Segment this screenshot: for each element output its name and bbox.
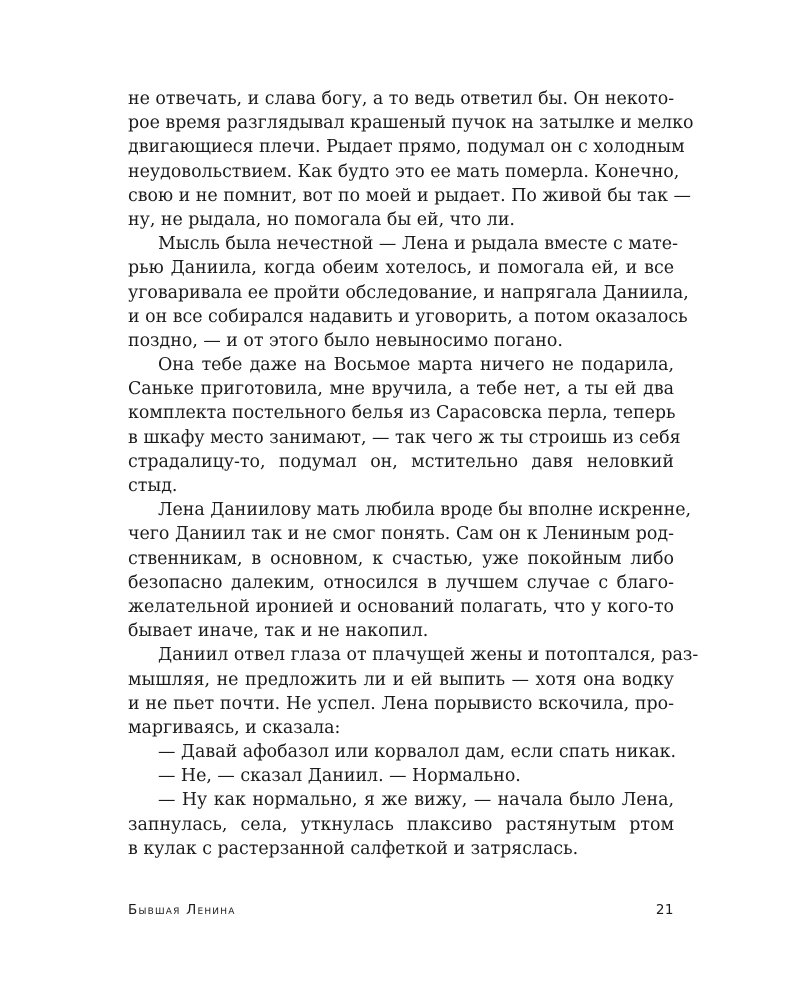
text-line: в кулак с растерзанной салфеткой и затряслась.	[128, 838, 579, 859]
text-line: рью Даниила, когда обеим хотелось, и помогала ей, и все	[128, 258, 674, 279]
text-line: рое время разглядывал крашеный пучок на затылке и мелко	[128, 113, 694, 134]
body-text	[128, 87, 699, 861]
running-title: Бывшая Ленина	[128, 902, 236, 918]
text-line: свою и не помнит, вот по моей и рыдает. По живой бы так —	[128, 185, 691, 206]
text-line: безопасно далеким, относился в лучшем случае с благо-	[128, 572, 674, 593]
text-line: ственникам, в основном, к счастью, уже покойным либо	[128, 548, 674, 569]
text-line: желательной иронией и оснований полагать, что у кого-то	[128, 596, 674, 617]
text-line: чего Даниил так и не смог понять. Сам он к Лениным род-	[128, 524, 674, 545]
text-line: Саньке приготовила, мне вручила, а тебе нет, а ты ей два	[128, 379, 674, 400]
text-line: двигающиеся плечи. Рыдает прямо, подумал он с холодным	[128, 137, 685, 158]
text-line: Лена Даниилову мать любила вроде бы вполне искренне,	[158, 500, 692, 521]
text-line: запнулась, села, уткнулась плаксиво растянутым ртом	[128, 814, 674, 835]
page-number: 21	[655, 902, 674, 918]
text-line: страдалицу-то, подумал он, мстительно давя неловкий	[128, 451, 674, 472]
text-line: комплекта постельного белья из Сарасовска перла, теперь	[128, 403, 676, 424]
text-line: и он все собирался надавить и уговорить, а потом оказалось	[128, 306, 688, 327]
text-line: мышляя, не предложить ли и ей выпить — хотя она водку	[128, 669, 674, 690]
text-line: — Не, — сказал Даниил. — Нормально.	[158, 766, 521, 787]
text-line: уговаривала ее пройти обследование, и напрягала Даниила,	[128, 282, 689, 303]
text-line: — Ну как нормально, я же вижу, — начала было Лена,	[158, 790, 674, 811]
text-line: стыд.	[128, 476, 178, 496]
text-line: неудовольствием. Как будто это ее мать померла. Конечно,	[128, 161, 680, 182]
text-line: Даниил отвел глаза от плачущей жены и потоптался, раз-	[158, 645, 699, 666]
text-line: Она тебе даже на Восьмое марта ничего не подарила,	[158, 355, 674, 376]
text-line: Мысль была нечестной — Лена и рыдала вместе с мате-	[158, 234, 678, 255]
text-line: маргиваясь, и сказала:	[128, 717, 341, 738]
page-footer	[128, 902, 674, 922]
text-line: и не пьет почти. Не успел. Лена порывисто вскочила, про-	[128, 693, 674, 714]
text-line: — Давай афобазол или корвалол дам, если спать никак.	[158, 742, 676, 763]
text-line: бывает иначе, так и не накопил.	[128, 621, 429, 642]
text-line: в шкафу место занимают, — так чего ж ты строишь из себя	[128, 427, 681, 448]
text-line: не отвечать, и слава богу, а то ведь ответил бы. Он некото-	[128, 89, 675, 109]
text-line: ну, не рыдала, но помогала бы ей, что ли.	[128, 209, 515, 230]
text-line: поздно, — и от этого было невыносимо погано.	[128, 330, 563, 351]
